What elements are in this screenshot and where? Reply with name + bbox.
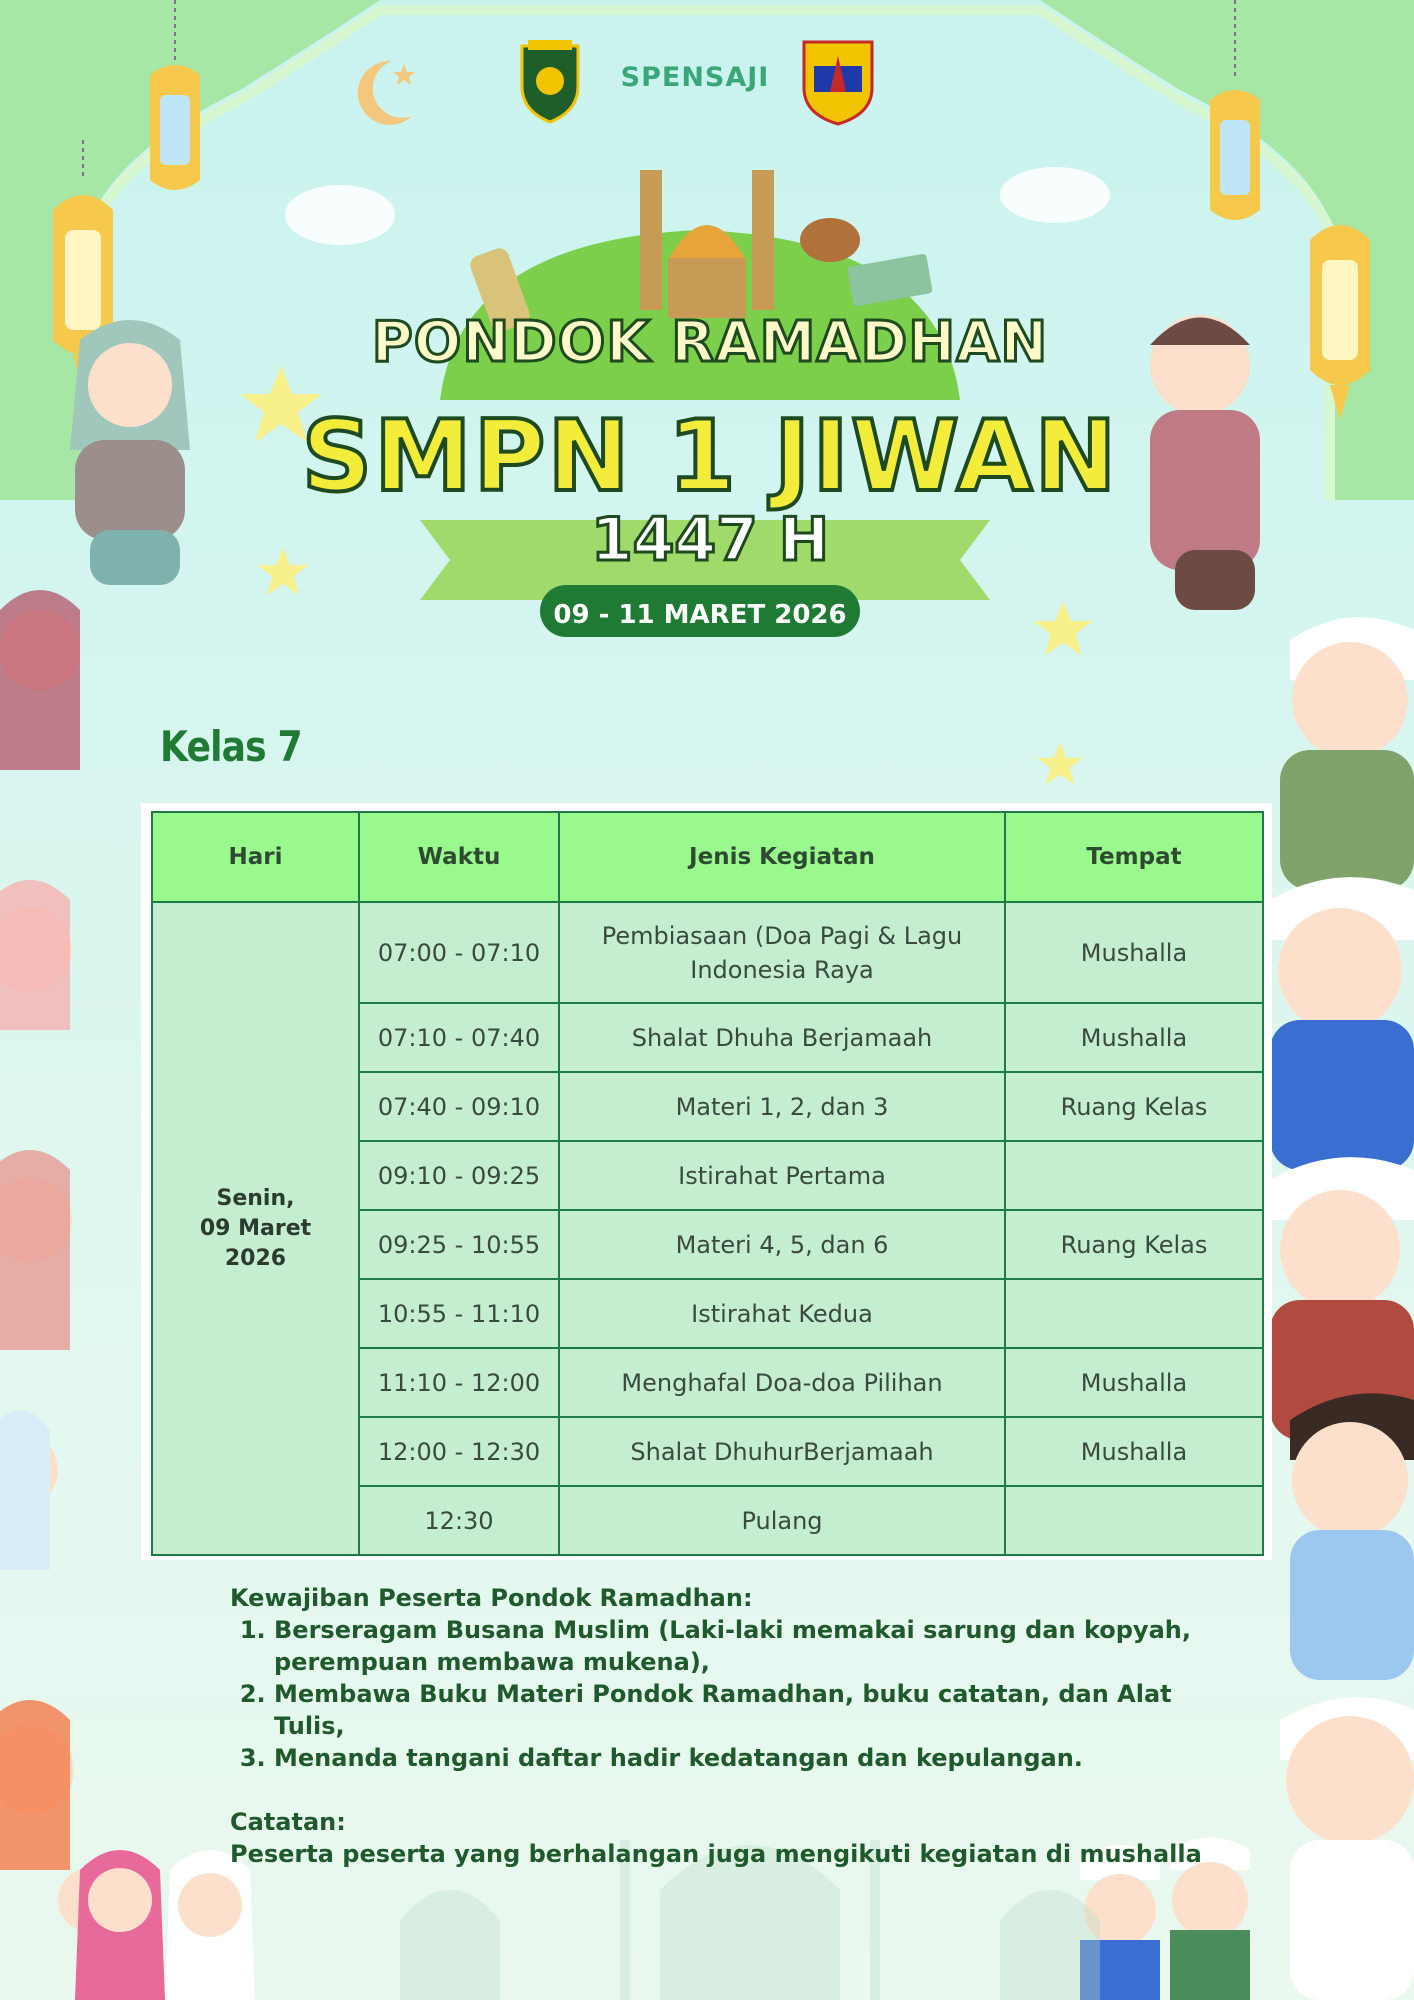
schedule-table-container [141,803,1272,1560]
logo-row [0,36,1414,126]
activity-cell: Istirahat Kedua [559,1279,1005,1348]
place-cell: Mushalla [1005,902,1263,1003]
place-cell: Ruang Kelas [1005,1210,1263,1279]
activity-cell: Pembiasaan (Doa Pagi & Lagu Indonesia Raya [559,902,1005,1003]
title-line2: SMPN 1 JIWAN [301,400,1119,514]
time-cell: 10:55 - 11:10 [359,1279,559,1348]
header-jenis-kegiatan: Jenis Kegiatan [559,812,1005,902]
mosque-icon [640,170,774,318]
day-cell [152,902,359,1555]
place-cell: Ruang Kelas [1005,1072,1263,1141]
time-cell: 12:30 [359,1486,559,1555]
class-label: Kelas 7 [160,722,302,771]
star-icon-right-small [1035,740,1085,788]
place-cell: Mushalla [1005,1348,1263,1417]
activity-cell: Pulang [559,1486,1005,1555]
schedule-table [151,811,1264,1556]
table-header-row [152,812,1263,902]
place-cell [1005,1486,1263,1555]
kabupaten-madiun-logo [518,36,582,124]
header-tempat: Tempat [1005,812,1263,902]
activity-cell: Menghafal Doa-doa Pilihan [559,1348,1005,1417]
time-cell: 07:40 - 09:10 [359,1072,559,1141]
place-cell: Mushalla [1005,1417,1263,1486]
school-name: SPENSAJI [620,62,770,93]
title-year: 1447 H [590,505,830,575]
header-hari: Hari [152,812,359,902]
note-text: Peserta peserta yang berhalangan juga mengikuti kegiatan di mushalla [230,1840,1202,1868]
header-waktu: Waktu [359,812,559,902]
activity-cell: Materi 4, 5, dan 6 [559,1210,1005,1279]
time-cell: 09:25 - 10:55 [359,1210,559,1279]
place-cell [1005,1279,1263,1348]
time-cell: 07:00 - 07:10 [359,902,559,1003]
time-cell: 12:00 - 12:30 [359,1417,559,1486]
obligations-list [230,1614,1230,1774]
kids-left-column-illustration [0,570,110,2000]
title-dates: 09 - 11 MARET 2026 [553,600,847,630]
time-cell: 09:10 - 09:25 [359,1141,559,1210]
smp-jiwan-logo [800,36,876,126]
activity-cell: Istirahat Pertama [559,1141,1005,1210]
list-item: 3. Menanda tangani daftar hadir kedatangan dan kepulangan. [274,1742,1230,1774]
note-heading: Catatan: [230,1808,346,1836]
place-cell [1005,1141,1263,1210]
activity-cell: Shalat DhuhurBerjamaah [559,1417,1005,1486]
table-row [152,902,1263,1003]
list-item: 2. Membawa Buku Materi Pondok Ramadhan, buku catatan, dan Alat Tulis, [274,1678,1230,1742]
list-item: 1. Berseragam Busana Muslim (Laki-laki memakai sarung dan kopyah, perempuan membawa mukena), [274,1614,1230,1678]
activity-cell: Materi 1, 2, dan 3 [559,1072,1005,1141]
obligations-heading: Kewajiban Peserta Pondok Ramadhan: [230,1584,753,1612]
notes-section [230,1582,1230,1870]
star-icon-small [255,545,311,599]
girl-jumping-illustration [20,300,250,600]
activity-cell: Shalat Dhuha Berjamaah [559,1003,1005,1072]
time-cell: 07:10 - 07:40 [359,1003,559,1072]
place-cell: Mushalla [1005,1003,1263,1072]
day-name: Senin, [216,1185,295,1211]
boy-jumping-illustration [1080,290,1320,640]
day-date: 09 Maret 2026 [199,1215,312,1271]
time-cell: 11:10 - 12:00 [359,1348,559,1417]
title-line1: PONDOK RAMADHAN [371,310,1049,375]
